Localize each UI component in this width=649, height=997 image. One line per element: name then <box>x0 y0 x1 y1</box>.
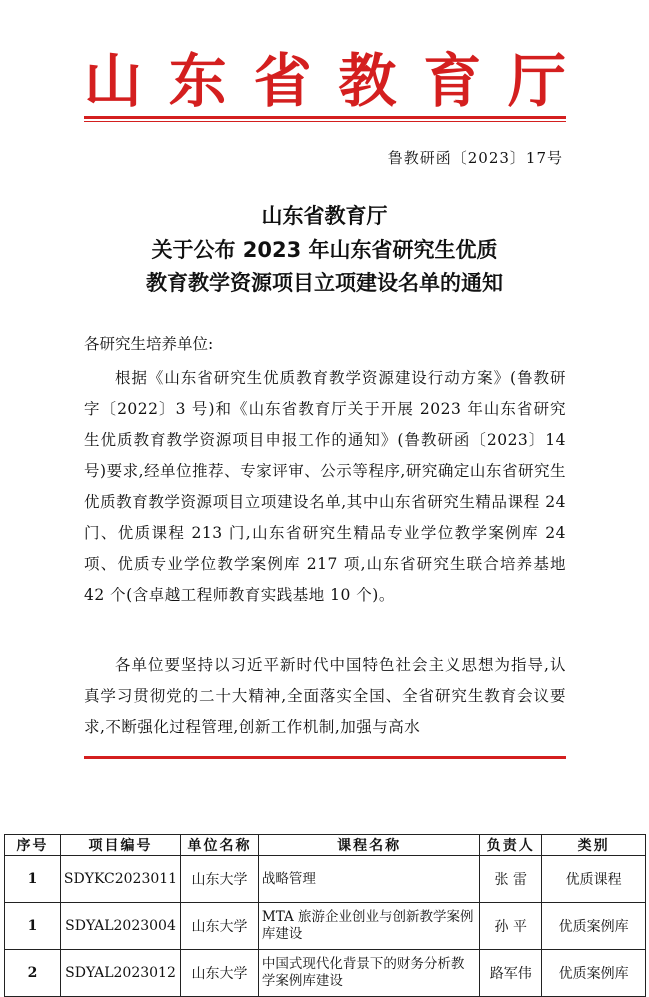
row-code: SDYAL2023012 <box>60 950 180 997</box>
masthead-char: 教 <box>338 47 397 115</box>
row-code: SDYKC2023011 <box>60 856 180 903</box>
row-category: 优质案例库 <box>542 950 646 997</box>
page-bottom-divider <box>84 756 566 759</box>
row-course: 中国式现代化背景下的财务分析教学案例库建设 <box>258 950 479 997</box>
table-row <box>5 903 646 950</box>
header-lead: 负责人 <box>480 835 542 856</box>
row-course: 战略管理 <box>258 856 479 903</box>
table-row <box>5 950 646 997</box>
paragraph-2: 各单位要坚持以习近平新时代中国特色社会主义思想为指导,认真学习贯彻党的二十大精神,全面落实全国、全省研究生教育会议要求,不断强化过程管理,创新工作机制,加强与高水 <box>84 656 566 736</box>
row-unit: 山东大学 <box>181 950 259 997</box>
masthead-divider-thin <box>84 121 566 122</box>
row-lead: 张 雷 <box>480 856 542 903</box>
row-lead: 孙 平 <box>480 903 542 950</box>
title-line-2: 关于公布 2023 年山东省研究生优质 <box>151 238 498 262</box>
row-seq: 1 <box>5 856 61 903</box>
salutation: 各研究生培养单位: <box>84 335 214 353</box>
masthead-char: 山 <box>84 47 143 115</box>
masthead-divider <box>84 116 566 119</box>
row-code: SDYAL2023004 <box>60 903 180 950</box>
document-number: 鲁教研函〔2023〕17号 <box>387 149 563 167</box>
header-unit: 单位名称 <box>181 835 259 856</box>
header-seq: 序号 <box>5 835 61 856</box>
row-seq: 2 <box>5 950 61 997</box>
masthead-char: 育 <box>423 47 482 115</box>
table-header-row <box>5 835 646 856</box>
project-table <box>4 834 646 997</box>
header-category: 类别 <box>542 835 646 856</box>
table-row <box>5 856 646 903</box>
title-line-3: 教育教学资源项目立项建设名单的通知 <box>146 271 503 295</box>
row-unit: 山东大学 <box>181 903 259 950</box>
masthead-char: 厅 <box>507 47 566 115</box>
header-code: 项目编号 <box>60 835 180 856</box>
row-unit: 山东大学 <box>181 856 259 903</box>
masthead <box>84 47 566 115</box>
row-category: 优质课程 <box>542 856 646 903</box>
row-category: 优质案例库 <box>542 903 646 950</box>
row-lead: 路军伟 <box>480 950 542 997</box>
row-course: MTA 旅游企业创业与创新教学案例库建设 <box>258 903 479 950</box>
masthead-char: 东 <box>168 47 227 115</box>
header-course: 课程名称 <box>258 835 479 856</box>
masthead-char: 省 <box>253 47 312 115</box>
title-line-1: 山东省教育厅 <box>261 204 388 228</box>
paragraph-1: 根据《山东省研究生优质教育教学资源建设行动方案》(鲁教研字〔2022〕3 号)和《山东省教育厅关于开展 2023 年山东省研究生优质教育教学资源项目申报工作的通知》(鲁教研函〔2023〕14 号)要求,经单位推荐、专家评审、公示等程序,研究确定山东省研究生优质教育教学资源项目立项建设名单,其中山东省研究生精品课程 24 门、优质课程 213 门,山东省研究生精品专业学位教学案例库 24 项、优质专业学位教学案例库 217 项,山东省研究生联合培养基地 42 个(含卓越工程师教育实践基地 10 个)。 <box>84 369 566 604</box>
row-seq: 1 <box>5 903 61 950</box>
